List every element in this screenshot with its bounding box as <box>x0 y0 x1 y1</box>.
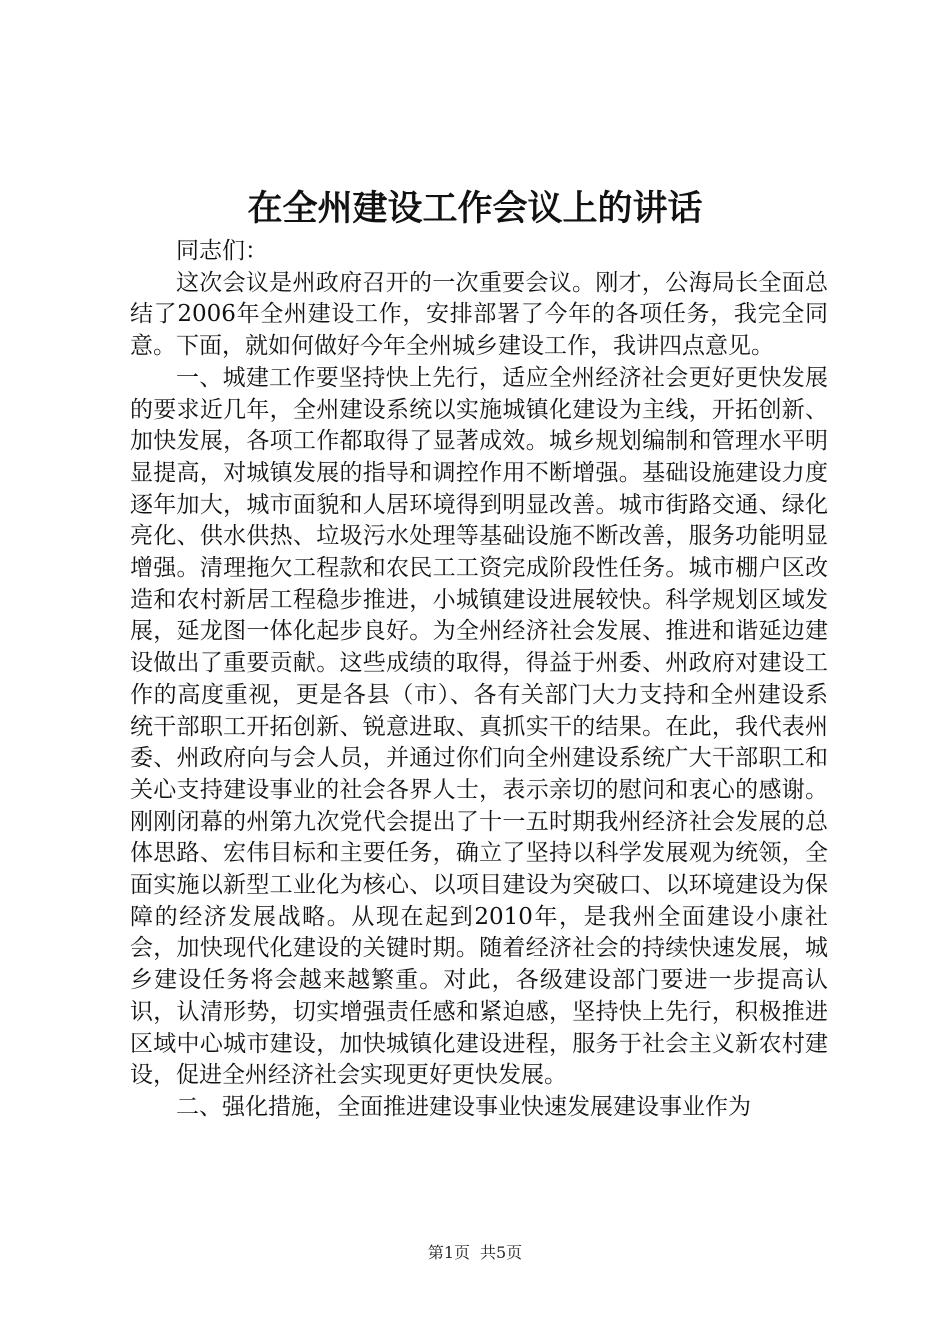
paragraph-section-one: 一、城建工作要坚持快上先行，适应全州经济社会更好更快发展的要求近几年，全州建设系统以实施城镇化建设为主线，开拓创新、加快发展，各项工作都取得了显著成效。城乡规划编制和管理水平明显提高，对城镇发展的指导和调控作用不断增强。基础设施建设力度逐年加大，城市面貌和人居环境得到明显改善。城市街路交通、绿化亮化、供水供热、垃圾污水处理等基础设施不断改善，服务功能明显增强。清理拖欠工程款和农民工工资完成阶段性任务。城市棚户区改造和农村新居工程稳步推进，小城镇建设进展较快。科学规划区域发展，延龙图一体化起步良好。为全州经济社会发展、推进和谐延边建设做出了重要贡献。这些成绩的取得，得益于州委、州政府对建设工作的高度重视，更是各县（市）、各有关部门大力支持和全州建设系统干部职工开拓创新、锐意进取、真抓实干的结果。在此，我代表州委、州政府向与会人员，并通过你们向全州建设系统广大干部职工和关心支持建设事业的社会各界人士，表示亲切的慰问和衷心的感谢。刚刚闭幕的州第九次党代会提出了十一五时期我州经济社会发展的总体思路、宏伟目标和主要任务，确立了坚持以科学发展观为统领，全面实施以新型工业化为核心、以项目建设为突破口、以环境建设为保障的经济发展战略。从现在起到2010年，是我州全面建设小康社会，加快现代化建设的关键时期。随着经济社会的持续快速发展，城乡建设任务将会越来越繁重。对此，各级建设部门要进一步提高认识，认清形势，切实增强责任感和紧迫感，坚持快上先行，积极推进区域中心城市建设，加快城镇化建设进程，服务于社会主义新农村建设，促进全州经济社会实现更好更快发展。 <box>130 364 828 1089</box>
page-number: 第1页 <box>427 1243 470 1262</box>
document-title: 在全州建设工作会议上的讲话 <box>247 189 703 229</box>
paragraph-section-two: 二、强化措施，全面推进建设事业快速发展建设事业作为 <box>176 1093 751 1120</box>
page-total: 共5页 <box>480 1243 523 1262</box>
document-body <box>130 236 828 1124</box>
paragraph-intro: 这次会议是州政府召开的一次重要会议。刚才，公海局长全面总结了2006年全州建设工作，安排部署了今年的各项任务，我完全同意。下面，就如何做好今年全州城乡建设工作，我讲四点意见。 <box>130 269 828 360</box>
salutation: 同志们： <box>176 238 268 264</box>
page-footer <box>0 1242 950 1264</box>
